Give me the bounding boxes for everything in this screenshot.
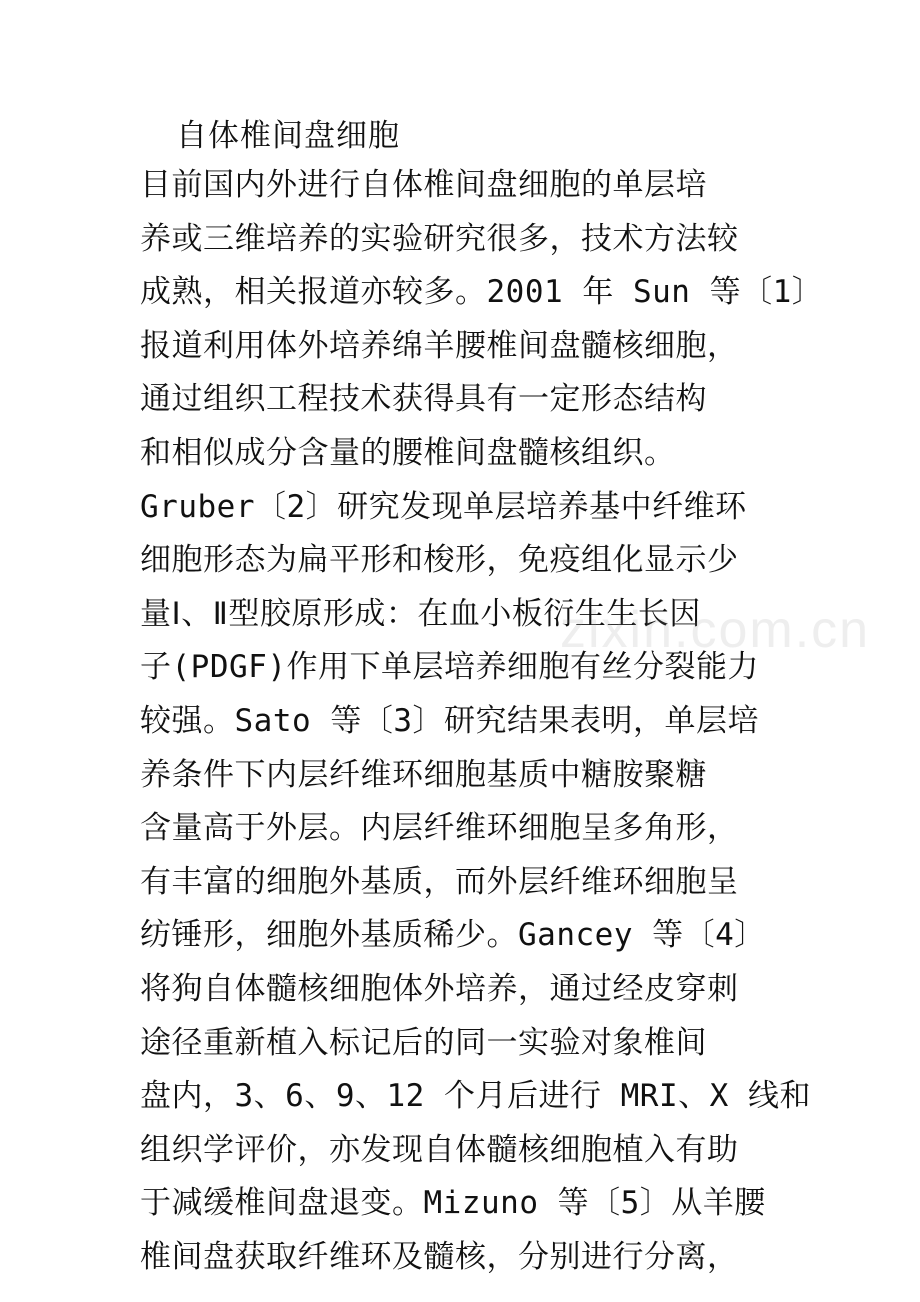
body-text: [140, 159, 824, 1284]
text-line: 将狗自体髓核细胞体外培养，通过经皮穿刺: [140, 970, 739, 1007]
text-line: 量Ⅰ、Ⅱ型胶原形成：在血小板衍生生长因: [140, 595, 701, 632]
text-line: 于减缓椎间盘退变。Mizuno 等〔5〕从羊腰: [140, 1185, 766, 1222]
text-line: 通过组织工程技术获得具有一定形态结构: [140, 381, 707, 418]
text-line: 成熟，相关报道亦较多。2001 年 Sun 等〔1〕: [140, 274, 824, 311]
watermark: zixin.com.cn: [560, 601, 871, 659]
text-line: 椎间盘获取纤维环及髓核，分别进行分离，: [140, 1238, 739, 1275]
text-line: Gruber〔2〕研究发现单层培养基中纤维环: [140, 488, 747, 525]
text-line: 报道利用体外培养绵羊腰椎间盘髓核细胞，: [140, 327, 739, 364]
text-line: 组织学评价，亦发现自体髓核细胞植入有助: [140, 1131, 739, 1168]
text-line: 途径重新植入标记后的同一实验对象椎间: [140, 1024, 707, 1061]
text-line: 盘内，3、6、9、12 个月后进行 MRI、X 线和: [140, 1078, 811, 1115]
text-line: 子(PDGF)作用下单层培养细胞有丝分裂能力: [140, 649, 759, 686]
text-line: 养条件下内层纤维环细胞基质中糖胺聚糖: [140, 756, 707, 793]
text-line: 有丰富的细胞外基质，而外层纤维环细胞呈: [140, 863, 739, 900]
text-line: 较强。Sato 等〔3〕研究结果表明，单层培: [140, 702, 759, 739]
text-line: 细胞形态为扁平形和梭形，免疫组化显示少: [140, 542, 739, 579]
text-line: 养或三维培养的实验研究很多，技术方法较: [140, 220, 739, 257]
text-line: 含量高于外层。内层纤维环细胞呈多角形，: [140, 810, 739, 847]
section-heading: 自体椎间盘细胞: [176, 118, 400, 154]
text-line: 目前国内外进行自体椎间盘细胞的单层培: [140, 167, 707, 203]
text-line: 纺锤形，细胞外基质稀少。Gancey 等〔4〕: [140, 917, 766, 954]
text-line: 和相似成分含量的腰椎间盘髓核组织。: [140, 434, 676, 471]
